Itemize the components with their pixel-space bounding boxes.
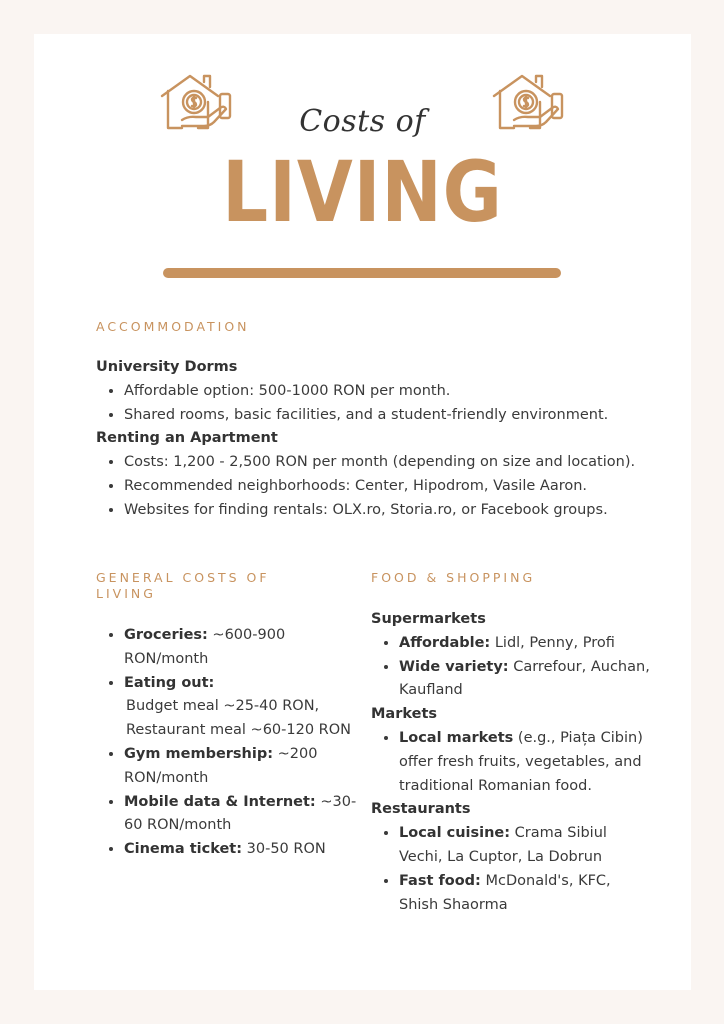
list-item: • Gym membership: ~200 RON/month [124, 743, 361, 791]
list-item: • Groceries: ~600-900 RON/month [124, 624, 361, 672]
food-shopping-block [371, 608, 653, 917]
list-item: • Fast food: McDonald's, KFC, Shish Shaorma [399, 870, 653, 918]
markets-list [371, 727, 653, 798]
dorms-title: University Dorms [96, 359, 238, 375]
apartment-list [96, 451, 676, 522]
list-item: • Cinema ticket: 30-50 RON [124, 838, 361, 862]
dorms-list [96, 380, 676, 428]
list-item: • Recommended neighborhoods: Center, Hipodrom, Vasile Aaron. [124, 475, 676, 499]
accommodation-heading: ACCOMMODATION [96, 319, 250, 334]
restaurants-title: Restaurants [371, 801, 471, 818]
general-costs-block [96, 624, 361, 862]
list-item: • Affordable option: 500-1000 RON per month. [124, 380, 676, 404]
list-item: • Local cuisine: Crama Sibiul Vechi, La Cuptor, La Dobrun [399, 822, 653, 870]
list-item: • Shared rooms, basic facilities, and a student-friendly environment. [124, 404, 676, 428]
divider [163, 268, 561, 278]
list-item: • Affordable: Lidl, Penny, Profi [399, 632, 653, 656]
page-card [34, 34, 691, 990]
list-item: • Local markets (e.g., Piața Cibin) offer fresh fruits, vegetables, and traditional Romanian food. [399, 727, 653, 798]
list-item: • Mobile data & Internet: ~30-60 RON/month [124, 791, 361, 839]
page-title: LIVING [222, 143, 503, 241]
general-costs-list [96, 624, 361, 862]
list-item: • Eating out: Budget meal ~25-40 RON, Restaurant meal ~60-120 RON [124, 672, 361, 743]
accommodation-block [96, 356, 676, 523]
list-item: • Wide variety: Carrefour, Auchan, Kaufland [399, 656, 653, 704]
list-item: • Costs: 1,200 - 2,500 RON per month (depending on size and location). [124, 451, 676, 475]
supermarkets-title: Supermarkets [371, 611, 486, 627]
markets-title: Markets [371, 706, 438, 723]
apartment-title: Renting an Apartment [96, 430, 278, 447]
list-item: • Websites for finding rentals: OLX.ro, Storia.ro, or Facebook groups. [124, 499, 676, 523]
food-shopping-heading: FOOD & SHOPPING [371, 570, 536, 585]
supermarkets-list [371, 632, 653, 703]
restaurants-list [371, 822, 653, 917]
general-costs-heading: GENERAL COSTS OF LIVING [96, 570, 270, 601]
subtitle: Costs of [299, 104, 426, 139]
